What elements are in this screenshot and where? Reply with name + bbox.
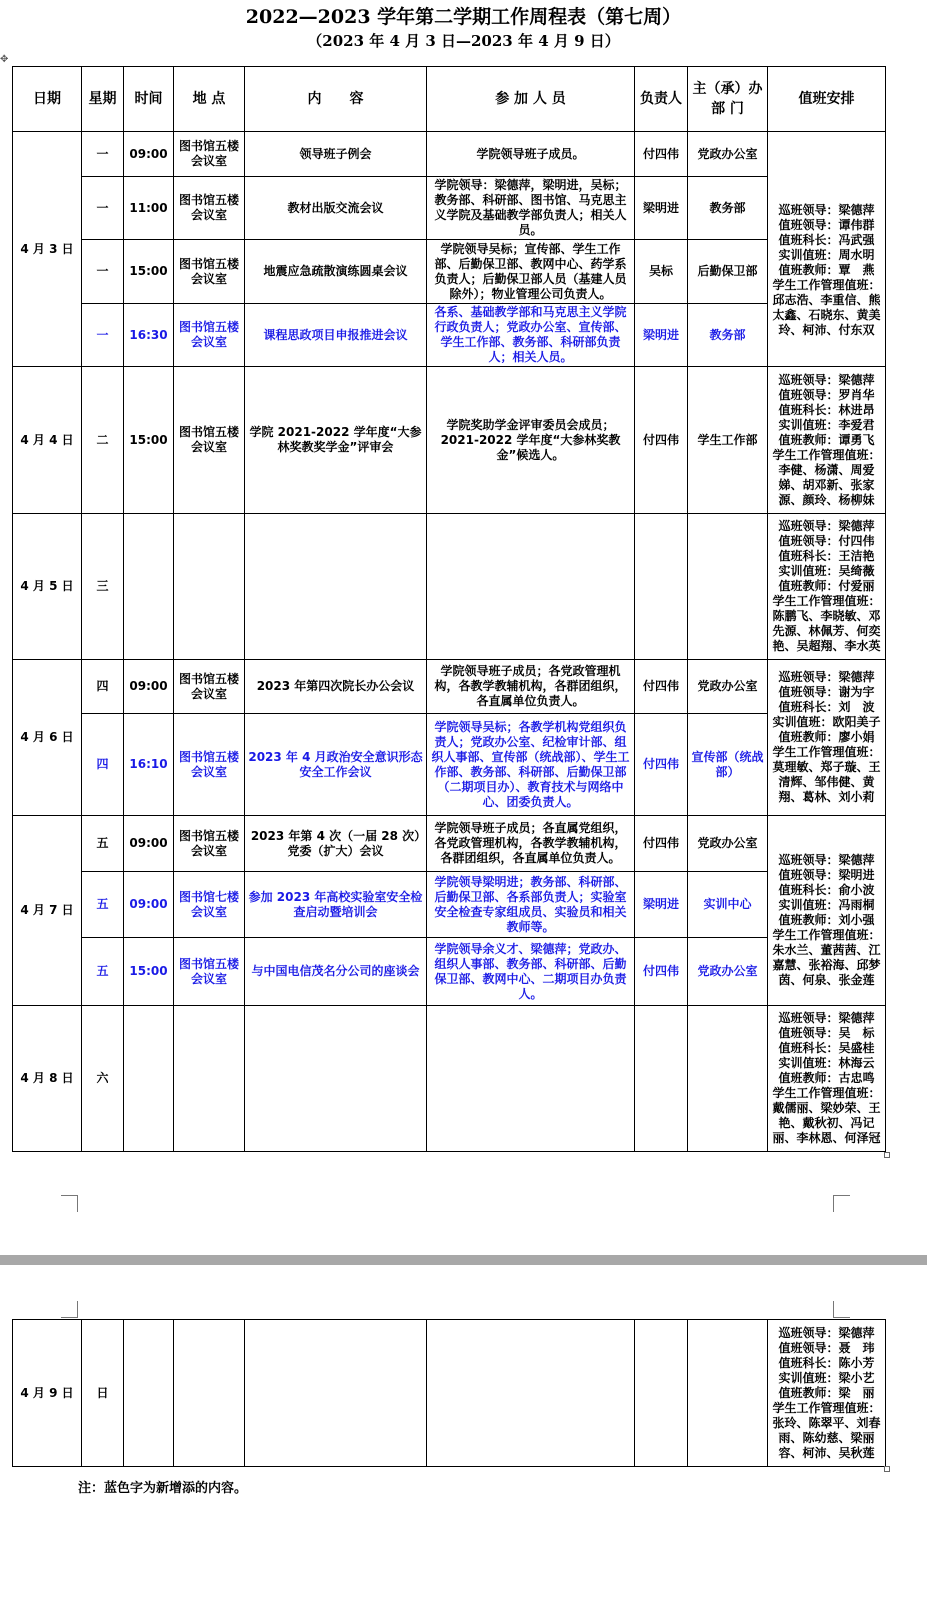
time-cell [124, 514, 174, 660]
content-cell: 地震应急疏散演练圆桌会议 [245, 240, 427, 304]
time-cell: 15:00 [124, 240, 174, 304]
weekday-cell: 一 [82, 304, 124, 367]
dept-cell [688, 514, 768, 660]
content-cell [245, 1320, 427, 1467]
weekday-cell: 四 [82, 660, 124, 714]
dept-cell: 党政办公室 [688, 938, 768, 1006]
table-row [13, 1006, 886, 1152]
date-cell: 4 月 7 日 [13, 816, 82, 1006]
content-cell: 课程思政项目申报推进会议 [245, 304, 427, 367]
weekday-cell: 一 [82, 240, 124, 304]
dept-cell: 实训中心 [688, 872, 768, 938]
duty-cell: 巡班领导：梁德萍 值班领导：聂 玮 值班科长：陈小芳 实训值班：梁小艺 值班教师：梁 丽 学生工作管理值班：张玲、陈翠平、刘春雨、陈幼慈、梁丽容、柯沛、吴秋莲 [768, 1320, 886, 1467]
header-time: 时间 [124, 67, 174, 132]
place-cell: 图书馆五楼会议室 [174, 177, 245, 240]
header-content: 内 容 [245, 67, 427, 132]
page-subtitle: （2023 年 4 月 3 日—2023 年 4 月 9 日） [307, 32, 620, 50]
leader-cell: 付四伟 [635, 816, 688, 872]
time-cell: 16:30 [124, 304, 174, 367]
leader-cell [635, 1320, 688, 1467]
duty-cell: 巡班领导：梁德萍 值班领导：罗肖华 值班科长：林进昂 实训值班：李爱君 值班教师：谭勇飞 学生工作管理值班：李健、杨潇、周爱娣、胡邓新、张家源、颜玲、杨柳妹 [768, 367, 886, 514]
dept-cell: 教务部 [688, 177, 768, 240]
header-leader: 负责人 [635, 67, 688, 132]
place-cell: 图书馆五楼会议室 [174, 240, 245, 304]
dept-cell: 宣传部（统战部） [688, 714, 768, 816]
table-row [13, 177, 886, 240]
time-cell: 09:00 [124, 816, 174, 872]
weekday-cell: 五 [82, 938, 124, 1006]
place-cell: 图书馆五楼会议室 [174, 714, 245, 816]
leader-cell: 付四伟 [635, 132, 688, 177]
participants-cell: 学院领导：梁德萍，梁明进，吴标；教务部、科研部、图书馆、马克思主义学院及基础教学部负责人；相关人员。 [427, 177, 635, 240]
time-cell: 15:00 [124, 367, 174, 514]
header-row [13, 67, 886, 132]
participants-cell [427, 1006, 635, 1152]
place-cell: 图书馆五楼会议室 [174, 816, 245, 872]
leader-cell: 吴标 [635, 240, 688, 304]
time-cell: 11:00 [124, 177, 174, 240]
weekday-cell: 五 [82, 816, 124, 872]
time-cell: 09:00 [124, 132, 174, 177]
content-cell: 教材出版交流会议 [245, 177, 427, 240]
dept-cell: 党政办公室 [688, 660, 768, 714]
header-participants: 参 加 人 员 [427, 67, 635, 132]
content-cell: 2023 年第 4 次（一届 28 次）党委（扩大）会议 [245, 816, 427, 872]
content-cell [245, 514, 427, 660]
leader-cell [635, 514, 688, 660]
participants-cell: 学院领导吴标；宣传部、学生工作部、后勤保卫部、教网中心、药学系负责人；后勤保卫部人员（基建人员除外）；物业管理公司负责人。 [427, 240, 635, 304]
leader-cell: 付四伟 [635, 367, 688, 514]
time-cell: 16:10 [124, 714, 174, 816]
dept-cell: 党政办公室 [688, 132, 768, 177]
weekday-cell: 日 [82, 1320, 124, 1467]
weekday-cell: 四 [82, 714, 124, 816]
margin-mark [833, 1301, 850, 1318]
table-resize-handle-icon[interactable] [884, 1466, 890, 1472]
content-cell: 领导班子例会 [245, 132, 427, 177]
content-cell: 学院 2021-2022 学年度“大参林奖教奖学金”评审会 [245, 367, 427, 514]
table-row [13, 816, 886, 872]
header-date: 日期 [13, 67, 82, 132]
dept-cell: 学生工作部 [688, 367, 768, 514]
date-cell: 4 月 8 日 [13, 1006, 82, 1152]
time-cell [124, 1006, 174, 1152]
content-cell: 2023 年第四次院长办公会议 [245, 660, 427, 714]
content-cell: 与中国电信茂名分公司的座谈会 [245, 938, 427, 1006]
header-dept: 主（承）办部 门 [688, 67, 768, 132]
content-cell: 参加 2023 年高校实验室安全检查启动暨培训会 [245, 872, 427, 938]
place-cell [174, 1006, 245, 1152]
place-cell: 图书馆五楼会议室 [174, 367, 245, 514]
dept-cell [688, 1006, 768, 1152]
duty-cell: 巡班领导：梁德萍 值班领导：梁明进 值班科长：俞小波 实训值班：冯雨桐 值班教师：刘小强 学生工作管理值班：朱水兰、董茜茜、江嘉慧、张裕海、邱梦茵、何泉、张金莲 [768, 816, 886, 1006]
duty-cell: 巡班领导：梁德萍 值班领导：吴 标 值班科长：吴盛桂 实训值班：林海云 值班教师：古忠鸣 学生工作管理值班：戴儒丽、梁妙荣、王艳、戴秋初、冯记丽、李林恩、何泽冠 [768, 1006, 886, 1152]
weekday-cell: 一 [82, 132, 124, 177]
participants-cell: 学院奖助学金评审委员会成员；2021-2022 学年度“大参林奖教金”候选人。 [427, 367, 635, 514]
date-cell: 4 月 6 日 [13, 660, 82, 816]
weekday-cell: 二 [82, 367, 124, 514]
schedule-table-continued [12, 1319, 886, 1467]
margin-mark [833, 1195, 850, 1212]
date-cell: 4 月 5 日 [13, 514, 82, 660]
table-row-new [13, 714, 886, 816]
participants-cell: 学院领导班子成员；各直属党组织，各党政管理机构，各教学教辅机构，各群团组织，各直属单位负责人。 [427, 816, 635, 872]
table-row [13, 660, 886, 714]
participants-cell [427, 514, 635, 660]
time-cell: 09:00 [124, 660, 174, 714]
weekday-cell: 三 [82, 514, 124, 660]
duty-cell: 巡班领导：梁德萍 值班领导：谢为宇 值班科长：刘 波 实训值班：欧阳美子 值班教师：廖小娟 学生工作管理值班：莫理敏、郑子璇、王清辉、邹伟健、黄翔、葛林、刘小莉 [768, 660, 886, 816]
place-cell: 图书馆五楼会议室 [174, 938, 245, 1006]
leader-cell: 付四伟 [635, 714, 688, 816]
table-row [13, 1320, 886, 1467]
time-cell: 09:00 [124, 872, 174, 938]
footnote: 注：蓝色字为新增添的内容。 [78, 1481, 248, 1496]
table-row [13, 240, 886, 304]
participants-cell: 学院领导班子成员。 [427, 132, 635, 177]
leader-cell: 付四伟 [635, 938, 688, 1006]
header-duty: 值班安排 [768, 67, 886, 132]
weekday-cell: 六 [82, 1006, 124, 1152]
participants-cell: 学院领导班子成员；各党政管理机构，各教学教辅机构，各群团组织，各直属单位负责人。 [427, 660, 635, 714]
participants-cell [427, 1320, 635, 1467]
date-cell: 4 月 3 日 [13, 132, 82, 367]
leader-cell: 付四伟 [635, 660, 688, 714]
table-row-new [13, 938, 886, 1006]
place-cell: 图书馆五楼会议室 [174, 660, 245, 714]
table-resize-handle-icon[interactable] [884, 1152, 890, 1158]
place-cell [174, 514, 245, 660]
weekday-cell: 一 [82, 177, 124, 240]
dept-cell: 教务部 [688, 304, 768, 367]
duty-cell: 巡班领导：梁德萍 值班领导：付四伟 值班科长：王洁艳 实训值班：吴绮薇 值班教师：付爱丽 学生工作管理值班：陈鹏飞、李晓敏、邓先源、林佩芳、何奕艳、吴超翔、李水英 [768, 514, 886, 660]
table-row [13, 514, 886, 660]
date-cell: 4 月 9 日 [13, 1320, 82, 1467]
participants-cell: 各系、基础教学部和马克思主义学院行政负责人；党政办公室、宣传部、学生工作部、教务部、科研部负责人；相关人员。 [427, 304, 635, 367]
table-row [13, 132, 886, 177]
table-move-handle-icon[interactable]: ✥ [0, 54, 9, 65]
participants-cell: 学院领导梁明进；教务部、科研部、后勤保卫部、各系部负责人；实验室安全检查专家组成员、实验员和相关教师等。 [427, 872, 635, 938]
content-cell: 2023 年 4 月政治安全意识形态安全工作会议 [245, 714, 427, 816]
time-cell [124, 1320, 174, 1467]
table-row-new [13, 872, 886, 938]
participants-cell: 学院领导余义才、梁德萍；党政办、组织人事部、教务部、科研部、后勤保卫部、教网中心、二期项目办负责人。 [427, 938, 635, 1006]
date-cell: 4 月 4 日 [13, 367, 82, 514]
margin-mark [61, 1195, 78, 1212]
dept-cell: 党政办公室 [688, 816, 768, 872]
table-row [13, 367, 886, 514]
leader-cell: 梁明进 [635, 872, 688, 938]
page-break-gap [0, 1255, 927, 1265]
margin-mark [61, 1301, 78, 1318]
leader-cell: 梁明进 [635, 177, 688, 240]
content-cell [245, 1006, 427, 1152]
time-cell: 15:00 [124, 938, 174, 1006]
header-weekday: 星期 [82, 67, 124, 132]
table-row-new [13, 304, 886, 367]
weekday-cell: 五 [82, 872, 124, 938]
leader-cell [635, 1006, 688, 1152]
place-cell [174, 1320, 245, 1467]
leader-cell: 梁明进 [635, 304, 688, 367]
place-cell: 图书馆五楼会议室 [174, 132, 245, 177]
place-cell: 图书馆五楼会议室 [174, 304, 245, 367]
participants-cell: 学院领导吴标；各教学机构党组织负责人；党政办公室、纪检审计部、组织人事部、宣传部（统战部）、学生工作部、教务部、科研部、后勤保卫部（二期项目办）、教育技术与网络中心、团委负责人。 [427, 714, 635, 816]
duty-cell: 巡班领导：梁德萍 值班领导：谭伟群 值班科长：冯武强 实训值班：周水明 值班教师：覃 燕 学生工作管理值班：邱志浩、李重信、熊太鑫、石晓东、黄美玲、柯沛、付东双 [768, 132, 886, 367]
dept-cell [688, 1320, 768, 1467]
page-title: 2022—2023 学年第二学期工作周程表（第七周） [245, 6, 682, 28]
dept-cell: 后勤保卫部 [688, 240, 768, 304]
place-cell: 图书馆七楼会议室 [174, 872, 245, 938]
header-place: 地 点 [174, 67, 245, 132]
schedule-table [12, 66, 886, 1152]
